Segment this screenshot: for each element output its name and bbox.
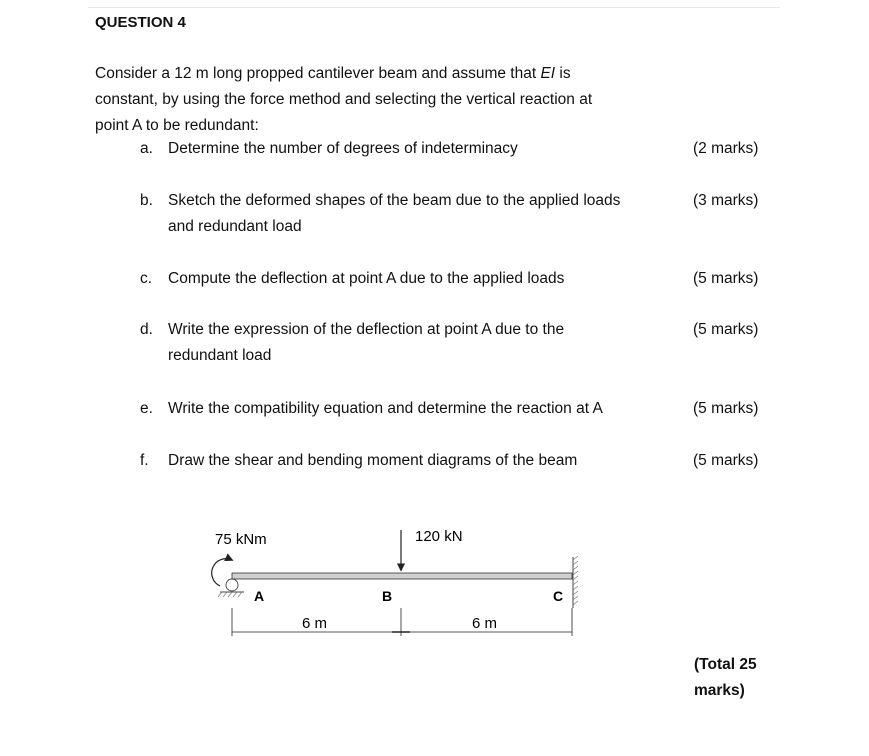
beam [232, 573, 572, 579]
item-text: Draw the shear and bending moment diagrams of the beam [168, 452, 578, 469]
item-text: Sketch the deformed shapes of the beam due to the applied loads and redundant load [168, 192, 621, 235]
ei-symbol: EI [540, 65, 556, 82]
load-label: 120 kN [415, 528, 463, 545]
item-marks: (5 marks) [693, 270, 759, 287]
point-b-label: B [382, 588, 393, 604]
item-marks: (2 marks) [693, 140, 759, 157]
item-letter: f. [140, 452, 149, 469]
intro-line-3: point A to be redundant: [95, 117, 259, 134]
item-letter: b. [140, 192, 153, 209]
span-bc-label: 6 m [472, 615, 498, 632]
item-marks: (5 marks) [693, 452, 759, 469]
item-letter: e. [140, 400, 153, 417]
item-letter: c. [140, 270, 153, 287]
span-ab-label: 6 m [302, 615, 328, 632]
item-text: Determine the number of degrees of indeterminacy [168, 140, 518, 157]
item-marks: (5 marks) [693, 400, 759, 417]
item-text: Compute the deflection at point A due to the applied loads [168, 270, 565, 287]
question-heading: QUESTION 4 [95, 14, 186, 31]
item-letter: a. [140, 140, 153, 157]
point-a-label: A [254, 588, 265, 604]
item-text: Write the expression of the deflection at point A due to the redundant load [168, 321, 565, 364]
moment-label: 75 kNm [215, 531, 267, 548]
item-text: Write the compatibility equation and determine the reaction at A [168, 400, 603, 417]
dimension-lines [232, 608, 572, 636]
fixed-support-c [573, 556, 578, 608]
intro-line-1: Consider a 12 m long propped cantilever beam and assume that EI is [95, 65, 571, 82]
intro-line-2: constant, by using the force method and selecting the vertical reaction at [95, 91, 593, 108]
point-c-label: C [553, 588, 564, 604]
item-marks: (5 marks) [693, 321, 759, 338]
item-marks: (3 marks) [693, 192, 759, 209]
roller-support-a [218, 579, 244, 597]
item-letter: d. [140, 321, 153, 338]
total-marks: (Total 25 marks) [694, 656, 757, 699]
